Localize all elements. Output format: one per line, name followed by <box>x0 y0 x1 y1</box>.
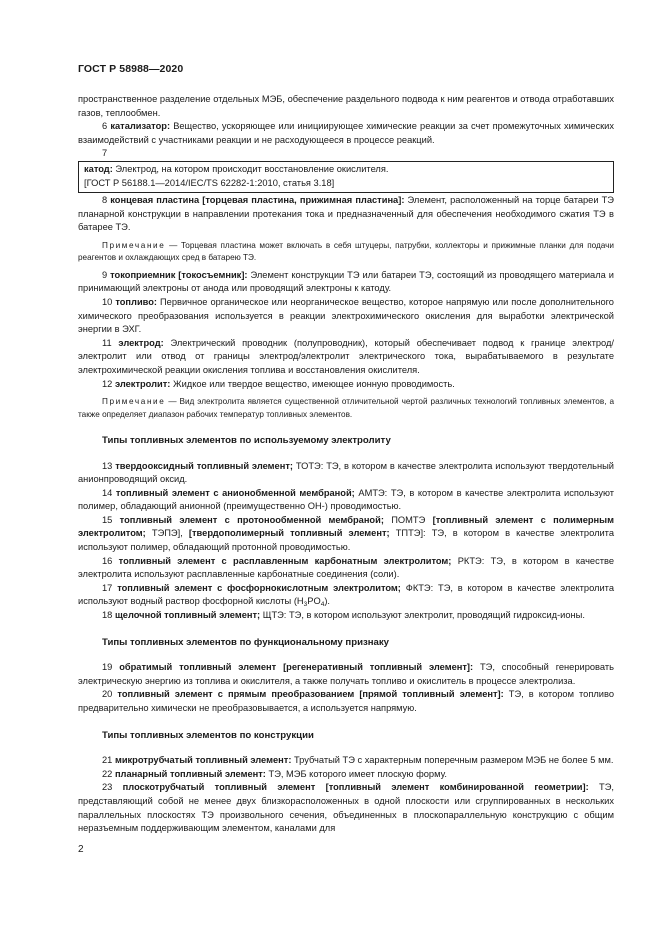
term-definition: ТЭ, представляющий собой не менее двух близкорасположенных в одной плоскости или сгруппированных в нескольких параллельных плоскостях ТЭ произвольного сечения, объединенных в плоскопараллельную конструкцию с общим неразъемным поддерживающим элементом, каналами для <box>78 782 614 834</box>
term-definition: ТОТЭ: ТЭ, в котором в качестве электролита используют твердотельный анионпроводящий оксид. <box>78 460 615 485</box>
term-name: электролит: <box>114 378 171 389</box>
term-number: 8 <box>102 195 108 206</box>
term-definition: ЩТЭ: ТЭ, в котором используют электролит, проводящий гидроксид-ионы. <box>262 610 585 621</box>
term-reference: [ГОСТ Р 56188.1—2014/IEC/TS 62282-1:2010, статья 3.18] <box>84 177 335 188</box>
subscript-4: 4 <box>320 601 325 609</box>
term-number: 21 <box>102 755 113 766</box>
term-definition: Элемент, расположенный на торце батареи ТЭ планарной конструкции в направлении протекания тока и предназначенный для обеспечения необходимого сжатия ТЭ в батарее ТЭ. <box>78 195 614 233</box>
note-text: — Торцевая пластина может включать в себя штуцеры, патрубки, коллекторы и прижимные планки для подачи реагентов и охлаждающих сред в батарею ТЭ. <box>78 240 614 263</box>
section-heading-functional: Типы топливных элементов по функциональному признаку <box>102 636 389 648</box>
term-abbr-2: ТЭПЭ], <box>151 528 183 539</box>
term-entry-16 <box>78 555 614 582</box>
term-name: токоприемник [токосъемник]: <box>110 269 248 280</box>
term-number: 19 <box>102 662 113 673</box>
term-name: концевая пластина [торцевая пластина, прижимная пластина]: <box>110 195 405 206</box>
term-name: топливный элемент с протонообменной мембраной; <box>119 514 384 525</box>
term-entry-9 <box>78 269 614 296</box>
definition-part: PO <box>307 596 321 607</box>
term-name: топливный элемент с прямым преобразованием [прямой топливный элемент]: <box>117 689 504 700</box>
term-definition: Электрод, на котором происходит восстановление окислителя. <box>115 163 389 174</box>
term-entry-17 <box>78 582 614 609</box>
term-definition: Электрический проводник (полупроводник), который обеспечивает подвод к границе электрод/электролит или отвод от границы электрод/электролит электрического тока, вырабатываемого в результате электрохимической реакции окисления топлива и восстановления окислителя. <box>78 337 614 375</box>
term-synonym: [топливный элемент с полимерным электролитом; <box>78 514 614 539</box>
term-entry-21 <box>78 754 614 768</box>
term-number: 14 <box>102 487 113 498</box>
note-label: Примечание <box>102 397 166 407</box>
term-entry-8 <box>78 194 614 235</box>
term-number: 23 <box>102 782 113 793</box>
term-entry-11 <box>78 337 614 378</box>
term-abbr: ПОМТЭ <box>391 514 426 525</box>
note-8 <box>78 240 614 265</box>
term-entry-18 <box>78 609 614 623</box>
term-name: катод: <box>84 163 113 174</box>
term-name: щелочной топливный элемент; <box>114 610 261 621</box>
term-definition: ТЭ, МЭБ которого имеет плоскую форму. <box>268 768 447 779</box>
term-entry-15 <box>78 514 614 555</box>
definition-part: ФКТЭ: ТЭ, в котором в качестве электролита используют водный раствор фосфорной кислоты (H <box>78 582 614 607</box>
term-name: топливо: <box>115 296 158 307</box>
term-name: топливный элемент с расплавленным карбонатным электролитом; <box>118 555 452 566</box>
term-definition: РКТЭ: ТЭ, в котором в качестве электролита используют расплавленные карбонатные соединения (соли). <box>78 555 615 580</box>
term-number: 16 <box>102 555 113 566</box>
section-heading-electrolyte: Типы топливных элементов по используемому электролиту <box>102 434 391 446</box>
term-name: микротрубчатый топливный элемент: <box>114 755 292 766</box>
note-label: Примечание <box>102 240 166 250</box>
note-text: — Вид электролита является существенной отличительной чертой различных технологий топливных элементов, а также определяет диапазон рабочих температур топливных элементов. <box>78 397 614 419</box>
term-entry-7-box <box>78 161 614 193</box>
term-entry-10 <box>78 296 614 337</box>
document-body <box>78 93 614 836</box>
term-entry-19 <box>78 661 614 688</box>
term-definition: Вещество, ускоряющее или инициирующее химические реакции за счет промежуточных химических взаимодействий с участниками реакции и не расходующееся в процессе реакций. <box>78 121 615 145</box>
term-definition: Жидкое или твердое вещество, имеющее ионную проводимость. <box>173 378 455 389</box>
term-definition: ТПТЭ]: ТЭ, в котором в качестве электролита используют полимер, обладающий протонной проводимостью. <box>78 528 615 553</box>
term-name: плоскотрубчатый топливный элемент [топливный элемент комбинированной геометрии]: <box>122 782 589 793</box>
term-definition: ТЭ, в котором топливо предварительно химически не преобразовывается, а используется напрямую. <box>78 689 614 713</box>
term-number: 9 <box>102 269 108 280</box>
term-number: 17 <box>102 582 113 593</box>
term-number: 13 <box>102 460 113 471</box>
term-definition: ТЭ, способный генерировать электрическую энергию из топлива и окислителя, а также получать топливо и окислитель в процессе электролиза. <box>78 662 614 686</box>
term-name: планарный топливный элемент: <box>114 768 266 779</box>
term-number: 6 <box>102 121 108 132</box>
term-name: твердооксидный топливный элемент; <box>115 460 293 471</box>
term-entry-22 <box>78 768 614 782</box>
term-name: топливный элемент с фосфорнокислотным электролитом; <box>117 582 401 593</box>
definition-part: ). <box>324 596 331 607</box>
term-number: 22 <box>102 768 113 779</box>
term-entry-13 <box>78 460 614 487</box>
term-entry-14 <box>78 487 614 514</box>
term-entry-12 <box>78 378 614 392</box>
term-name: топливный элемент с анионобменной мембраной; <box>115 487 355 498</box>
term-number: 18 <box>102 610 113 621</box>
paragraph-continuation: пространственное разделение отдельных МЭБ, обеспечение раздельного подвода к ним реагентов и отвода отработавших газов, теплообмен. <box>78 94 614 118</box>
term-definition: АМТЭ: ТЭ, в котором в качестве электролита используют полимер, обладающий анионной (преимущественно OH-) проводимостью. <box>78 487 614 512</box>
term-entry-7-number: 7 <box>102 148 108 159</box>
term-name: обратимый топливный элемент [регенеративный топливный элемент]: <box>119 662 474 673</box>
term-definition: Элемент конструкции ТЭ или батареи ТЭ, состоящий из проводящего материала и принимающий электроны от анода или проводящий электроны к катоду. <box>78 269 614 294</box>
term-number: 10 <box>102 296 113 307</box>
term-number: 20 <box>102 689 113 700</box>
term-entry-23 <box>78 781 614 835</box>
page-number: 2 <box>78 844 84 855</box>
term-name: катализатор: <box>110 121 171 132</box>
term-entry-20 <box>78 688 614 715</box>
term-name: электрод: <box>118 337 164 348</box>
note-12 <box>78 396 614 421</box>
term-definition: Трубчатый ТЭ с характерным поперечным размером МЭБ не более 5 мм. <box>294 755 614 766</box>
section-heading-construction: Типы топливных элементов по конструкции <box>102 729 314 741</box>
term-number: 11 <box>102 337 112 348</box>
term-entry-6 <box>78 120 614 147</box>
subscript-3: 3 <box>303 601 308 609</box>
term-number: 15 <box>102 514 113 525</box>
term-number: 12 <box>102 378 113 389</box>
term-synonym-2: [твердополимерный топливный элемент; <box>188 528 390 539</box>
standard-header: ГОСТ Р 58988—2020 <box>78 63 184 75</box>
term-definition: Первичное органическое или неорганическое вещество, которое напрямую или после дополнительного химического преобразования используется в реакции электрохимического окисления для выработки электрической энергии в ЭХГ. <box>78 296 614 335</box>
